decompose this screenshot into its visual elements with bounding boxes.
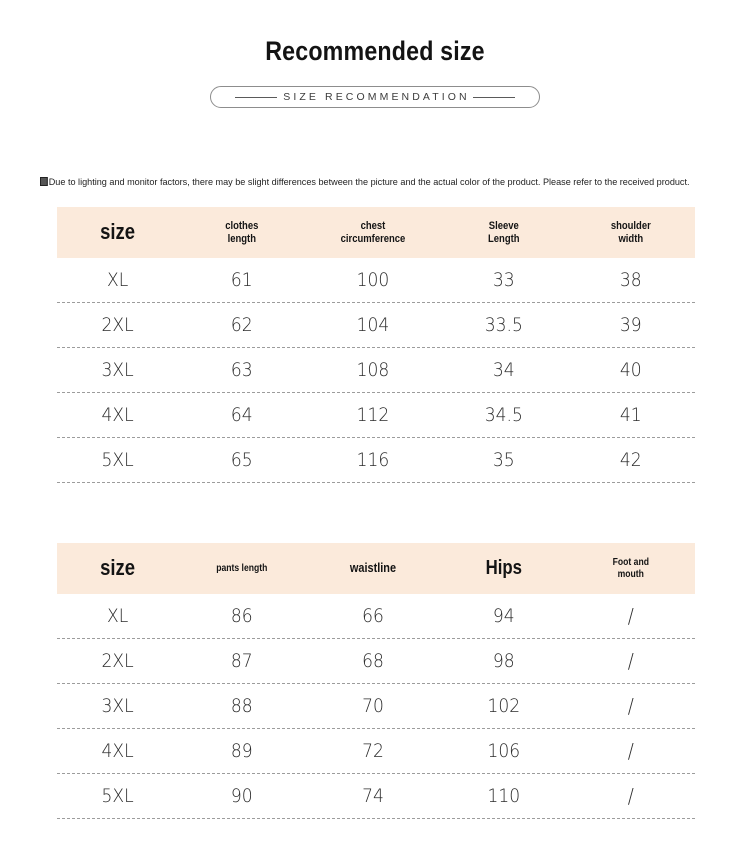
cell-value: /	[628, 739, 635, 763]
column-header-line1: clothes	[225, 220, 259, 233]
cell-value: 66	[361, 605, 384, 627]
column-header-line1: Sleeve	[488, 220, 519, 233]
size-table-tops	[57, 207, 695, 483]
cell-value: /	[628, 604, 635, 628]
table-row	[57, 729, 695, 774]
column-header-line1: waistline	[349, 560, 396, 576]
cell-value: 102	[487, 695, 520, 717]
table-row	[57, 774, 695, 819]
size-table-bottoms	[57, 543, 695, 819]
cell-value: 86	[231, 605, 253, 627]
column-header-shoulder-width	[576, 220, 686, 245]
column-header-line1: Foot and	[613, 557, 650, 569]
cell-value: 108	[356, 359, 390, 381]
cell-value: /	[628, 649, 635, 673]
cell-value: /	[628, 694, 635, 718]
column-header-waistline	[317, 561, 430, 576]
cell-value: 42	[620, 449, 643, 471]
table-row	[57, 393, 695, 438]
cell-value: 33	[492, 269, 515, 291]
cell-value: 116	[356, 449, 390, 471]
table-header-row	[57, 543, 695, 594]
cell-value: 94	[492, 605, 515, 627]
cell-value: 70	[361, 695, 384, 717]
table-row	[57, 594, 695, 639]
page-header	[0, 0, 750, 108]
subtitle-label: SIZE RECOMMENDATION	[283, 90, 470, 103]
column-header-line1: shoulder	[611, 220, 652, 233]
column-header-line2: circumference	[340, 232, 406, 245]
column-header-line1: Hips	[485, 557, 522, 580]
cell-value: 33.5	[484, 314, 523, 336]
column-header-foot-and-mouth	[576, 557, 686, 579]
disclaimer-note	[40, 177, 692, 187]
cell-value: 64	[231, 404, 253, 426]
column-header-pants-length	[187, 563, 297, 574]
cell-value: 98	[492, 650, 515, 672]
cell-value: 61	[231, 269, 253, 291]
table-row	[57, 258, 695, 303]
column-header-line2: Length	[487, 232, 520, 245]
page-title: Recommended size	[265, 36, 485, 66]
cell-value: 104	[356, 314, 390, 336]
cell-value: 90	[231, 785, 253, 807]
cell-size: 4XL	[101, 740, 134, 762]
cell-value: 65	[231, 449, 253, 471]
column-header-line2: width	[618, 232, 644, 245]
cell-value: 72	[361, 740, 384, 762]
column-header-line1: size	[100, 555, 136, 581]
column-header-size	[67, 220, 169, 245]
cell-size: 2XL	[101, 314, 134, 336]
cell-value: 41	[620, 404, 643, 426]
cell-value: /	[628, 784, 635, 808]
cell-value: 40	[620, 359, 643, 381]
cell-value: 35	[492, 449, 515, 471]
cell-size: 3XL	[101, 359, 134, 381]
cell-value: 74	[361, 785, 384, 807]
cell-value: 63	[231, 359, 253, 381]
cell-size: 3XL	[101, 695, 134, 717]
table-row	[57, 303, 695, 348]
table-row	[57, 348, 695, 393]
subtitle-badge	[210, 86, 540, 108]
column-header-line1: size	[100, 219, 136, 245]
cell-value: 34.5	[484, 404, 523, 426]
cell-value: 88	[231, 695, 253, 717]
column-header-chest-circumference	[315, 220, 430, 245]
column-header-line2: mouth	[618, 568, 645, 580]
column-header-clothes-length	[187, 220, 297, 245]
cell-value: 87	[231, 650, 253, 672]
cell-size: 5XL	[101, 785, 134, 807]
cell-value: 62	[231, 314, 253, 336]
pill-rule-left	[235, 97, 277, 98]
cell-value: 38	[620, 269, 643, 291]
disclaimer-text: Due to lighting and monitor factors, there may be slight differences between the picture and the actual color of the product. Please refer to the received product.	[48, 176, 690, 187]
cell-value: 89	[231, 740, 253, 762]
column-header-line2: length	[227, 232, 257, 245]
column-header-line1: chest	[360, 220, 386, 233]
cell-value: 39	[620, 314, 643, 336]
column-header-size	[67, 556, 169, 581]
cell-size: 4XL	[101, 404, 134, 426]
column-header-sleeve-length	[449, 220, 559, 245]
cell-value: 34	[492, 359, 515, 381]
cell-size: 5XL	[101, 449, 134, 471]
table-row	[57, 438, 695, 483]
table-row	[57, 639, 695, 684]
cell-value: 110	[487, 785, 520, 807]
table-header-row	[57, 207, 695, 258]
cell-value: 112	[356, 404, 390, 426]
pill-rule-right	[473, 97, 515, 98]
table-row	[57, 684, 695, 729]
cell-size: XL	[106, 269, 129, 291]
column-header-hips	[450, 557, 557, 579]
cell-value: 68	[361, 650, 384, 672]
cell-size: 2XL	[101, 650, 134, 672]
cell-value: 100	[356, 269, 390, 291]
bullet-box-icon	[40, 177, 48, 186]
cell-value: 106	[487, 740, 520, 762]
cell-size: XL	[106, 605, 129, 627]
column-header-line1: pants length	[216, 562, 268, 574]
